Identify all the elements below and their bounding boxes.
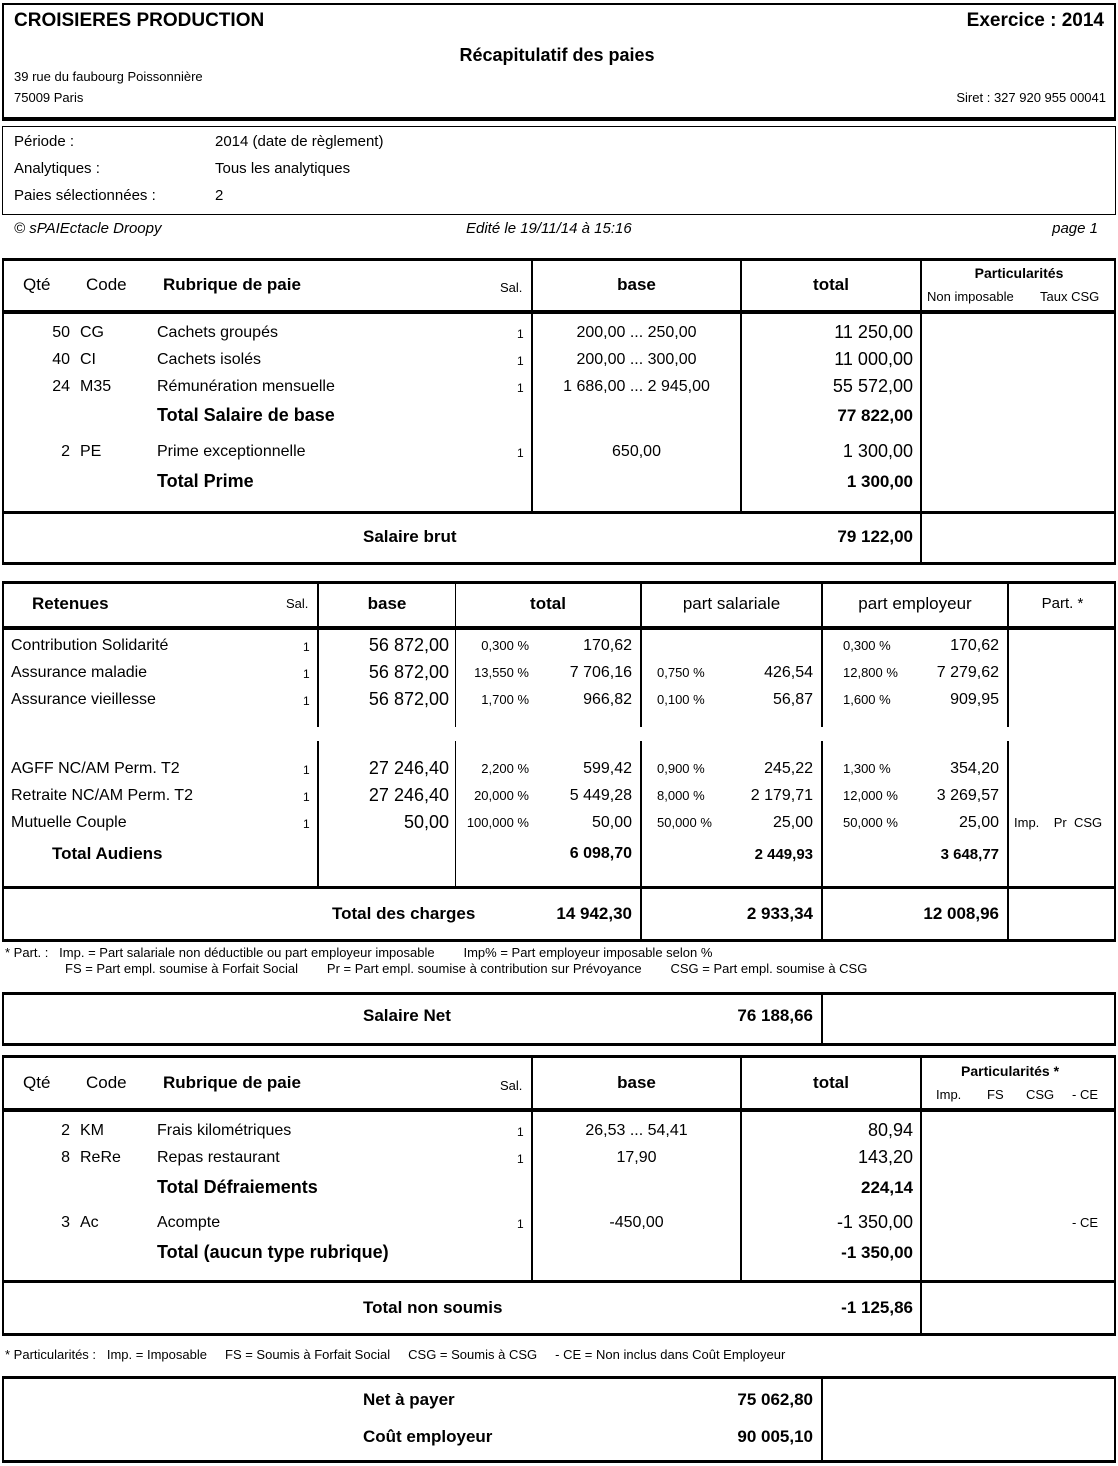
total-audiens-total: 6 098,70	[569, 845, 632, 862]
row-sal-rate: 0,100 %	[657, 692, 705, 707]
row-base: 27 246,40	[368, 785, 449, 805]
divider	[2, 1108, 1116, 1112]
company-name: CROISIERES PRODUCTION	[14, 10, 265, 31]
total-audiens-sal: 2 449,93	[754, 846, 813, 863]
row-emp-amt: 25,00	[958, 814, 999, 831]
divider	[821, 1376, 823, 1463]
paies-value: 2	[215, 187, 224, 204]
row-code: PE	[80, 443, 102, 460]
exercise-year: Exercice : 2014	[966, 10, 1104, 31]
software-credit: © sPAIEctacle Droopy	[14, 220, 162, 237]
row-base: 26,53 ... 54,41	[585, 1122, 688, 1139]
col-partic-header: Particularités *	[961, 1063, 1060, 1079]
row-emp-amt: 7 279,62	[936, 664, 999, 681]
total-charges-emp: 12 008,96	[923, 904, 999, 923]
row-total: 50,00	[591, 814, 632, 831]
divider	[740, 258, 742, 514]
row-total-value: 224,14	[861, 1178, 913, 1197]
row-total: 11 000,00	[834, 349, 913, 369]
row-code: CG	[80, 324, 104, 341]
cout-employeur-value: 90 005,10	[737, 1427, 813, 1446]
col-sal-header: Sal.	[286, 596, 309, 611]
divider	[2, 1280, 1116, 1283]
row-code: Ac	[80, 1214, 99, 1231]
row-qte: 2	[61, 1122, 70, 1139]
row-rate: 13,550 %	[474, 665, 529, 680]
row-sal: 1	[303, 817, 310, 831]
row-sal: 1	[303, 667, 310, 681]
row-label: Frais kilométriques	[157, 1122, 292, 1139]
row-rate: 100,000 %	[466, 815, 529, 830]
col-total-header: total	[813, 1073, 849, 1092]
divider	[640, 581, 642, 942]
row-label: Assurance maladie	[11, 664, 148, 681]
row-label: Rémunération mensuelle	[157, 378, 335, 395]
divider	[2, 886, 1116, 889]
row-sal-amt: 56,87	[772, 691, 813, 708]
row-sal: 1	[517, 354, 524, 368]
row-total: 599,42	[583, 760, 632, 777]
col-part-salariale-header: part salariale	[682, 594, 781, 613]
col-non-imposable-header: Non imposable	[927, 289, 1014, 304]
divider	[1007, 581, 1009, 942]
row-sal-amt: 245,22	[764, 760, 813, 777]
row-rate: 0,300 %	[481, 638, 529, 653]
row-label: Assurance vieillesse	[11, 691, 156, 708]
row-emp-rate: 1,600 %	[843, 692, 891, 707]
row-total: 966,82	[583, 691, 632, 708]
row-base: 50,00	[403, 812, 449, 832]
col-qte-header: Qté	[23, 1073, 51, 1092]
row-emp-rate: 0,300 %	[843, 638, 891, 653]
paies-label: Paies sélectionnées :	[14, 187, 156, 204]
row-label: Retraite NC/AM Perm. T2	[11, 787, 193, 804]
row-rate: 2,200 %	[481, 761, 529, 776]
row-emp-rate: 50,000 %	[843, 815, 898, 830]
row-total-value: 1 300,00	[846, 472, 913, 491]
row-qte: 8	[61, 1149, 70, 1166]
row-code: KM	[80, 1122, 104, 1139]
row-total-value: 77 822,00	[837, 406, 913, 425]
row-sal: 1	[303, 790, 310, 804]
salaire-net-value: 76 188,66	[737, 1006, 813, 1025]
row-total-label: Total Salaire de base	[157, 405, 335, 425]
total-audiens-label: Total Audiens	[52, 844, 163, 863]
col-fs-header: FS	[987, 1087, 1004, 1102]
row-total-value: -1 350,00	[841, 1243, 913, 1262]
row-label: Prime exceptionnelle	[157, 443, 306, 460]
divider	[2, 310, 1116, 314]
col-base-header: base	[367, 594, 407, 613]
particularites-legend: * Particularités : Imp. = Imposable FS = Soumis à Forfait Social CSG = Soumis à CSG - CE = Non inclus dans Coût Employeur	[5, 1347, 786, 1362]
row-total-label: Total (aucun type rubrique)	[157, 1242, 389, 1262]
row-qte: 24	[52, 378, 70, 395]
row-label: Cachets isolés	[157, 351, 262, 368]
row-base: 56 872,00	[368, 662, 449, 682]
col-part-header: Part. *	[1041, 595, 1084, 612]
row-qte: 50	[52, 324, 70, 341]
page-number: page 1	[1052, 220, 1098, 237]
row-sal: 1	[303, 694, 310, 708]
col-part-employeur-header: part employeur	[858, 594, 972, 613]
row-base: 200,00 ... 300,00	[576, 351, 697, 368]
col-total-header: total	[530, 594, 566, 613]
row-label: Contribution Solidarité	[11, 637, 169, 654]
divider	[821, 581, 823, 942]
row-sal: 1	[517, 1217, 524, 1231]
company-address-line2: 75009 Paris	[14, 90, 84, 105]
row-sal: 1	[517, 446, 524, 460]
final-box	[2, 1376, 1116, 1463]
row-total: 5 449,28	[569, 787, 632, 804]
row-base: -450,00	[609, 1214, 664, 1231]
row-sal-rate: 0,750 %	[657, 665, 705, 680]
row-sal: 1	[517, 1125, 524, 1139]
col-rubrique-header: Rubrique de paie	[163, 1073, 301, 1092]
row-sal-rate: 0,900 %	[657, 761, 705, 776]
salaire-brut-label: Salaire brut	[363, 527, 457, 546]
retenues-header: Retenues	[32, 594, 109, 613]
row-label: Cachets groupés	[157, 324, 278, 341]
row-sal-amt: 25,00	[772, 814, 813, 831]
total-non-soumis-label: Total non soumis	[363, 1298, 503, 1317]
col-code-header: Code	[86, 275, 127, 294]
col-ce-header: - CE	[1072, 1087, 1098, 1102]
net-a-payer-value: 75 062,80	[737, 1390, 813, 1409]
row-code: ReRe	[80, 1149, 121, 1166]
row-emp-rate: 12,000 %	[843, 788, 898, 803]
total-charges-total: 14 942,30	[556, 904, 632, 923]
periode-label: Période :	[14, 133, 75, 150]
row-label: Acompte	[157, 1214, 221, 1231]
row-qte: 40	[52, 351, 70, 368]
col-taux-csg-header: Taux CSG	[1040, 289, 1100, 304]
row-total: 11 250,00	[834, 322, 913, 342]
col-partic-header: Particularités	[974, 265, 1064, 281]
col-csg-header: CSG	[1026, 1087, 1055, 1102]
salaire-brut-value: 79 122,00	[837, 527, 913, 546]
row-base: 200,00 ... 250,00	[576, 324, 697, 341]
row-sal: 1	[517, 327, 524, 341]
row-sal: 1	[303, 763, 310, 777]
row-base: 56 872,00	[368, 689, 449, 709]
row-part: Imp. Pr CSG	[1014, 815, 1103, 830]
col-imp-header: Imp.	[936, 1087, 962, 1102]
page-title: Récapitulatif des paies	[459, 45, 655, 65]
row-ce: - CE	[1072, 1215, 1098, 1230]
row-label: AGFF NC/AM Perm. T2	[11, 760, 180, 777]
row-base: 650,00	[612, 443, 661, 460]
col-total-header: total	[813, 275, 849, 294]
col-code-header: Code	[86, 1073, 127, 1092]
salaire-net-box	[2, 992, 1116, 1046]
row-total: 1 300,00	[842, 441, 913, 461]
row-total: 170,62	[583, 637, 632, 654]
periode-value: 2014 (date de règlement)	[215, 133, 384, 150]
total-audiens-emp: 3 648,77	[940, 846, 999, 863]
row-sal-amt: 2 179,71	[750, 787, 813, 804]
col-rubrique-header: Rubrique de paie	[163, 275, 301, 294]
row-total: 55 572,00	[832, 376, 913, 396]
divider	[920, 1055, 922, 1336]
row-base: 56 872,00	[368, 635, 449, 655]
divider	[2, 626, 1116, 630]
col-qte-header: Qté	[23, 275, 51, 294]
row-emp-amt: 909,95	[950, 691, 999, 708]
row-base: 1 686,00 ... 2 945,00	[563, 378, 710, 395]
cout-employeur-label: Coût employeur	[363, 1427, 493, 1446]
row-emp-rate: 1,300 %	[843, 761, 891, 776]
row-total-label: Total Défraiements	[157, 1177, 318, 1197]
params-box	[2, 126, 1116, 215]
row-emp-amt: 354,20	[950, 760, 999, 777]
row-total: 80,94	[867, 1120, 913, 1140]
divider	[920, 258, 922, 565]
row-total-label: Total Prime	[157, 471, 254, 491]
divider	[2, 511, 1116, 514]
total-charges-label: Total des charges	[332, 904, 476, 923]
row-sal: 1	[517, 381, 524, 395]
row-sal-amt: 426,54	[764, 664, 813, 681]
col-base-header: base	[617, 1073, 656, 1092]
total-non-soumis-value: -1 125,86	[841, 1298, 913, 1317]
row-base: 27 246,40	[368, 758, 449, 778]
row-sal-rate: 50,000 %	[657, 815, 712, 830]
row-total: -1 350,00	[836, 1212, 913, 1232]
row-emp-amt: 170,62	[950, 637, 999, 654]
siret: Siret : 327 920 955 00041	[956, 90, 1106, 105]
row-label: Mutuelle Couple	[11, 814, 127, 831]
row-code: M35	[80, 378, 112, 395]
row-total: 143,20	[857, 1147, 913, 1167]
col-sal-header: Sal.	[500, 280, 523, 295]
part-legend-line2: FS = Part empl. soumise à Forfait Social Pr = Part empl. soumise à contribution sur Prévoyance CSG = Part empl. soumise à CSG	[65, 961, 868, 976]
net-a-payer-label: Net à payer	[363, 1390, 455, 1409]
row-total: 7 706,16	[569, 664, 632, 681]
row-base: 17,90	[616, 1149, 657, 1166]
edition-date: Edité le 19/11/14 à 15:16	[466, 220, 632, 237]
section-gap	[317, 727, 1012, 741]
analytiques-label: Analytiques :	[14, 160, 100, 177]
row-rate: 20,000 %	[474, 788, 529, 803]
analytiques-value: Tous les analytiques	[215, 160, 351, 177]
row-sal: 1	[303, 640, 310, 654]
company-address-line1: 39 rue du faubourg Poissonnière	[14, 69, 203, 84]
row-emp-amt: 3 269,57	[936, 787, 999, 804]
row-code: CI	[80, 351, 96, 368]
row-label: Repas restaurant	[157, 1149, 280, 1166]
part-legend-line1: * Part. : Imp. = Part salariale non déductible ou part employeur imposable Imp% = Part employeur imposable selon %	[5, 945, 713, 960]
total-charges-sal: 2 933,34	[746, 904, 813, 923]
col-sal-header: Sal.	[500, 1078, 523, 1093]
row-qte: 3	[61, 1214, 70, 1231]
salaire-net-label: Salaire Net	[363, 1006, 451, 1025]
row-qte: 2	[61, 443, 70, 460]
row-rate: 1,700 %	[481, 692, 529, 707]
row-emp-rate: 12,800 %	[843, 665, 898, 680]
row-sal-rate: 8,000 %	[657, 788, 705, 803]
row-sal: 1	[517, 1152, 524, 1166]
divider	[821, 992, 823, 1046]
col-base-header: base	[617, 275, 656, 294]
